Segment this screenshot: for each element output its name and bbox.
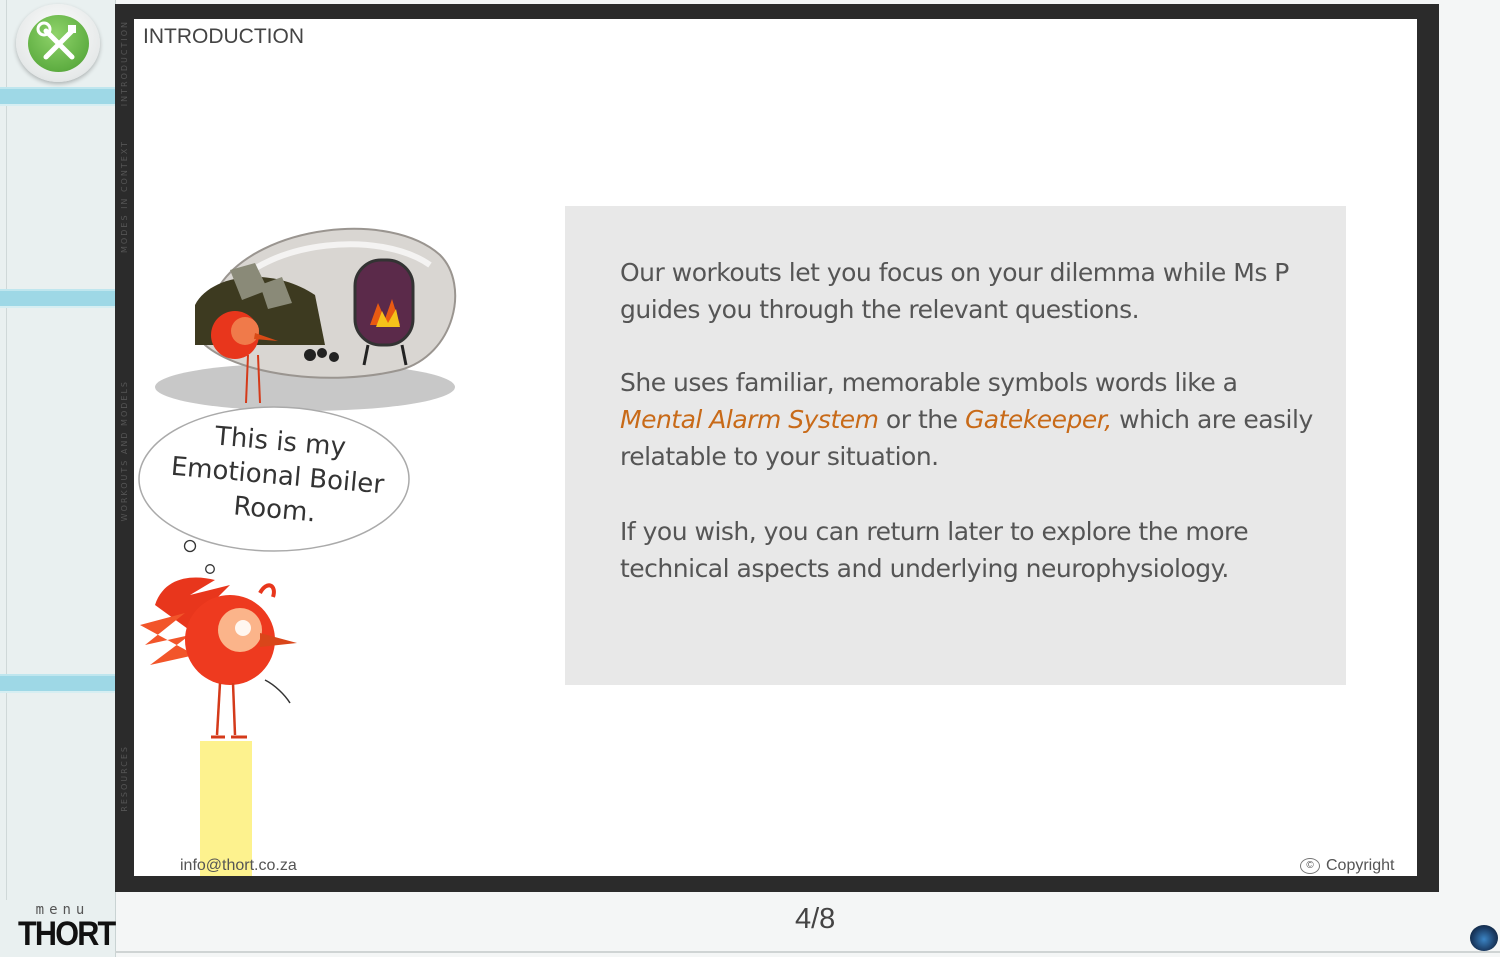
eye-icon[interactable] bbox=[1470, 925, 1498, 951]
bubble-line: Emotional Boiler bbox=[169, 451, 386, 501]
bubble-text bbox=[161, 415, 394, 536]
tools-icon bbox=[28, 15, 89, 72]
nav-item-workouts-and-models[interactable]: WORKOUTS AND MODELS bbox=[120, 380, 129, 522]
pedestal-post bbox=[200, 741, 252, 876]
paragraph-2-text: She uses familiar, memorable symbols words like a bbox=[620, 368, 1238, 397]
tools-button[interactable] bbox=[16, 4, 100, 82]
nav-item-modes-in-context[interactable]: MODES IN CONTEXT bbox=[120, 140, 129, 253]
section-title: INTRODUCTION bbox=[143, 25, 304, 48]
ms-p-character bbox=[135, 535, 305, 745]
rail-divider bbox=[6, 0, 7, 900]
paragraph-2-text: or the bbox=[878, 405, 965, 434]
bottom-divider bbox=[115, 951, 1500, 953]
paragraph-3: If you wish, you can return later to explore the more technical aspects and underlying neurophysiology. bbox=[620, 517, 1249, 583]
copyright-link[interactable] bbox=[1300, 857, 1394, 875]
vertical-section-nav bbox=[120, 20, 134, 870]
nav-item-introduction[interactable]: INTRODUCTION bbox=[120, 20, 129, 107]
paragraph-1: Our workouts let you focus on your dilemma while Ms P guides you through the relevant questions. bbox=[620, 258, 1289, 324]
term-gatekeeper: Gatekeeper, bbox=[964, 405, 1112, 434]
copyright-label: Copyright bbox=[1326, 857, 1395, 874]
term-mental-alarm-system: Mental Alarm System bbox=[620, 405, 879, 434]
rail-stripe bbox=[0, 87, 115, 106]
contact-email-link[interactable]: info@thort.co.za bbox=[180, 857, 297, 874]
text-panel bbox=[565, 206, 1346, 685]
boiler-room-illustration bbox=[150, 215, 465, 415]
bubble-line: Room. bbox=[232, 491, 317, 529]
copyright-icon: © bbox=[1300, 858, 1320, 874]
page-indicator: 4/8 bbox=[795, 903, 836, 935]
paragraph-2-text: which are easily relatable to your situation. bbox=[620, 405, 1313, 471]
paragraph-2 bbox=[620, 364, 1320, 475]
rail-stripe bbox=[0, 289, 115, 308]
menu-rail bbox=[0, 0, 116, 957]
rail-stripe bbox=[0, 674, 115, 693]
bubble-line: This is my bbox=[213, 421, 348, 463]
nav-item-resources[interactable]: RESOURCES bbox=[120, 745, 129, 812]
brand-logo: THORT bbox=[18, 915, 115, 953]
menu-label[interactable]: menu bbox=[35, 902, 90, 918]
